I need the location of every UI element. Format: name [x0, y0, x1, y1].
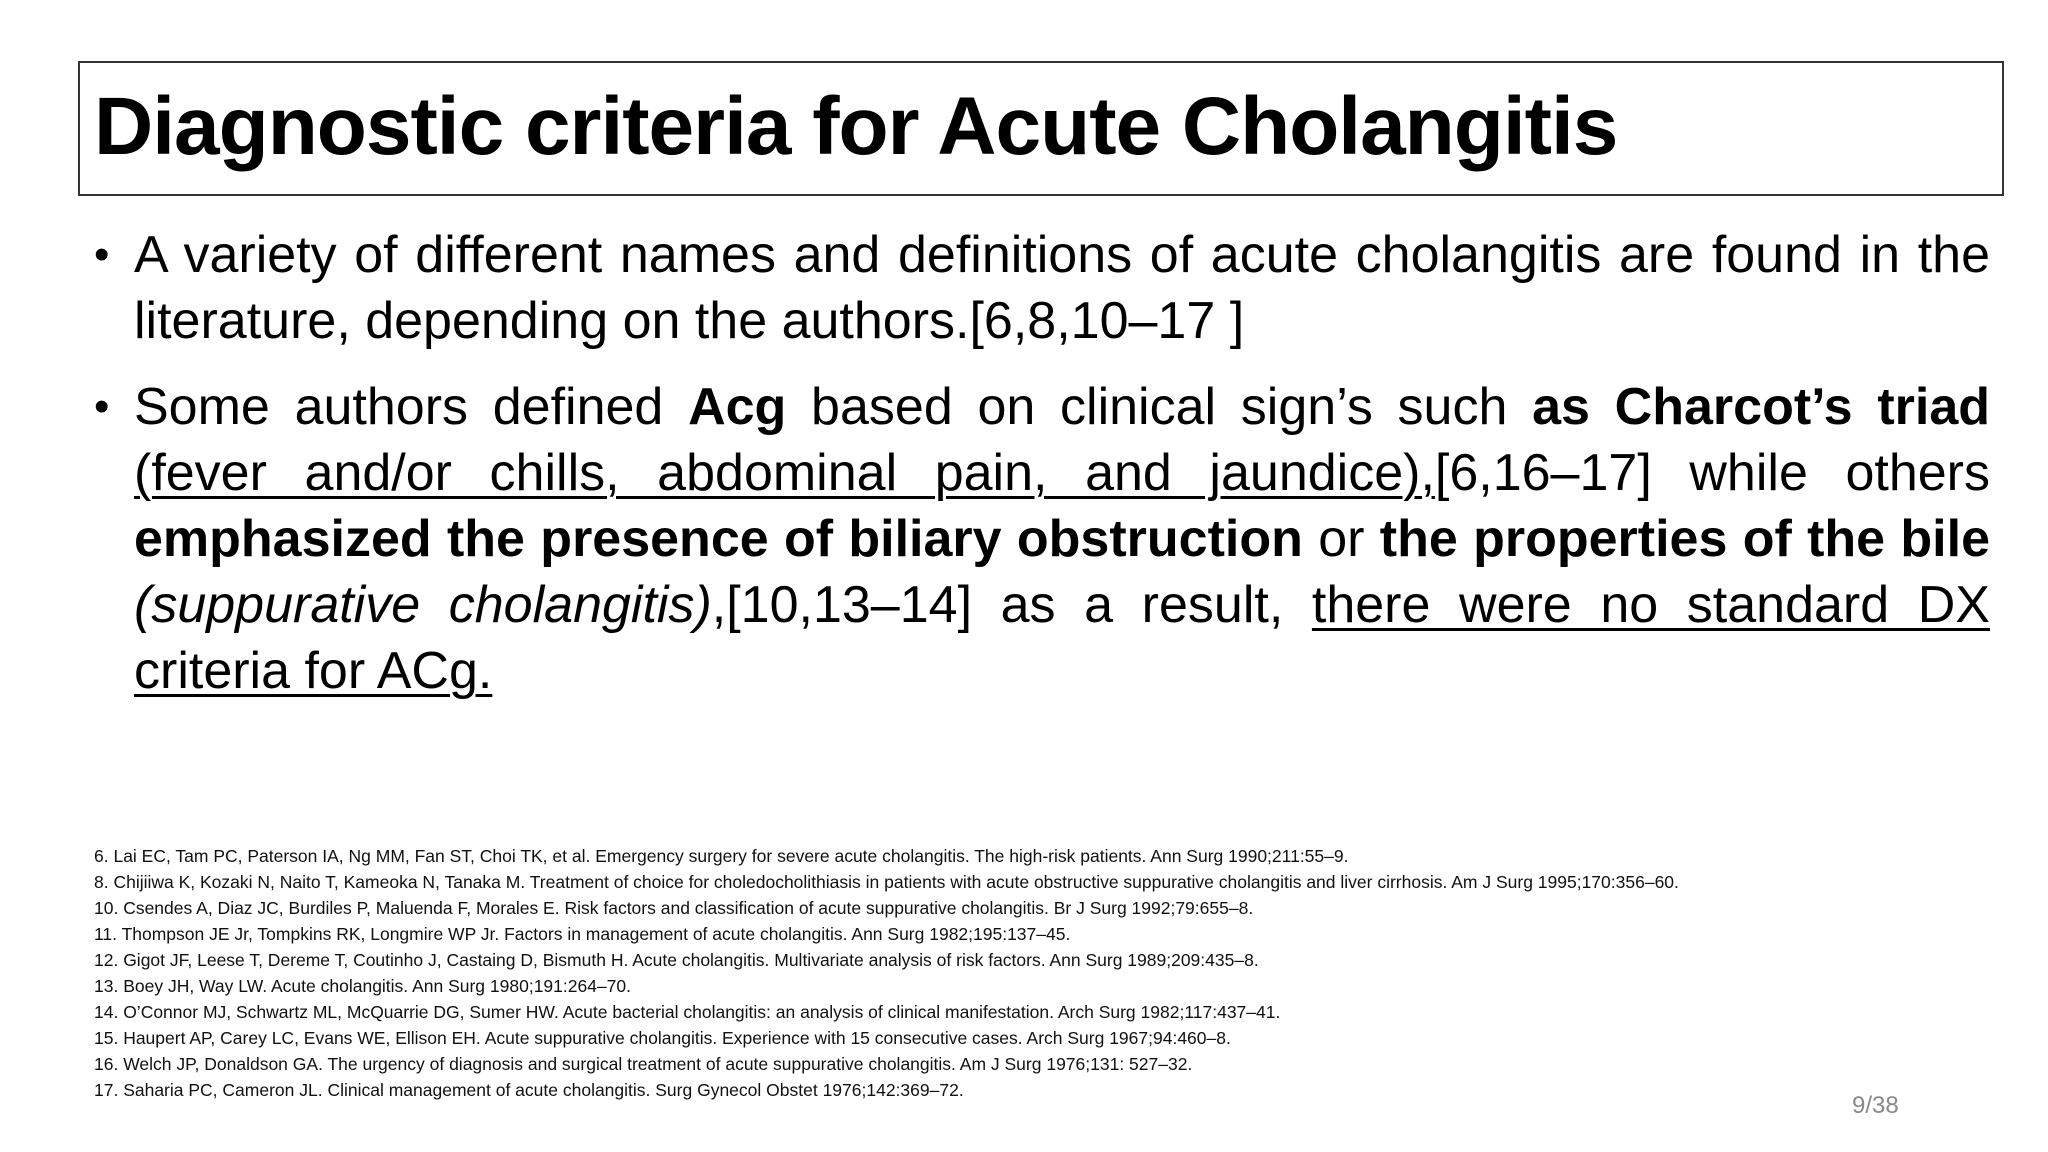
bullet-2-charcot: as Charcot’s triad [1532, 378, 1990, 436]
bullet-2-biliary-obstruction: emphasized the presence of biliary obstruction [134, 510, 1303, 568]
bullet-2-no-standard: there were no standard DX criteria for ACg. [134, 576, 1990, 700]
reference-item: 11. Thompson JE Jr, Tompkins RK, Longmire WP Jr. Factors in management of acute cholangitis. Ann Surg 1982;195:137–45. [94, 924, 1071, 944]
reference-item: 6. Lai EC, Tam PC, Paterson IA, Ng MM, Fan ST, Choi TK, et al. Emergency surgery for severe acute cholangitis. The high-risk patients. Ann Surg 1990;211:55–9. [94, 846, 1349, 866]
bullet-2-text-3: based on clinical sign’s such [786, 378, 1533, 436]
bullet-1-text: A variety of different names and definitions of acute cholangitis are found in the literature, depending on the authors.[6,8,10–17 ] [134, 226, 1990, 350]
bullet-2-suppurative: (suppurative cholangitis) [134, 576, 712, 634]
reference-item: 10. Csendes A, Diaz JC, Burdiles P, Maluenda F, Morales E. Risk factors and classification of acute suppurative cholangitis. Br J Surg 1992;79:655–8. [94, 898, 1254, 918]
page-number: 9/38 [1852, 1092, 1899, 1119]
slide-title: Diagnostic criteria for Acute Cholangitis [94, 81, 1618, 172]
reference-item: 16. Welch JP, Donaldson GA. The urgency of diagnosis and surgical treatment of acute suppurative cholangitis. Am J Surg 1976;131: 527–32. [94, 1054, 1193, 1074]
bullet-item-1 [94, 222, 1990, 354]
bullet-2-text-9: or [1302, 510, 1380, 568]
references-list [94, 843, 1794, 1103]
bullet-2-acg: Acg [688, 378, 787, 436]
bullet-dot-icon: • [94, 230, 110, 279]
reference-item: 12. Gigot JF, Leese T, Dereme T, Coutinho J, Castaing D, Bismuth H. Acute cholangitis. Multivariate analysis of risk factors. Ann Surg 1989;209:435–8. [94, 950, 1259, 970]
bullet-2-triad-symptoms: (fever and/or chills, abdominal pain, and jaundice), [134, 444, 1435, 502]
bullet-dot-icon: • [94, 382, 110, 431]
bullet-2-text-7: [6,16–17] while others [1434, 444, 1990, 502]
reference-item: 13. Boey JH, Way LW. Acute cholangitis. Ann Surg 1980;191:264–70. [94, 976, 632, 996]
reference-item: 17. Saharia PC, Cameron JL. Clinical management of acute cholangitis. Surg Gynecol Obstet 1976;142:369–72. [94, 1080, 964, 1100]
bullet-2-text-13: ,[10,13–14] as a result, [711, 576, 1312, 634]
bullet-item-2 [94, 374, 1990, 704]
bullet-list [94, 222, 1990, 724]
reference-item: 15. Haupert AP, Carey LC, Evans WE, Ellison EH. Acute suppurative cholangitis. Experience with 15 consecutive cases. Arch Surg 1967;94:460–8. [94, 1028, 1231, 1048]
bullet-2-bile-properties: the properties of the bile [1379, 510, 1990, 568]
bullet-2-text-1: Some authors defined [134, 378, 689, 436]
reference-item: 14. O’Connor MJ, Schwartz ML, McQuarrie DG, Sumer HW. Acute bacterial cholangitis: an analysis of clinical manifestation. Arch Surg 1982;117:437–41. [94, 1002, 1281, 1022]
reference-item: 8. Chijiiwa K, Kozaki N, Naito T, Kameoka N, Tanaka M. Treatment of choice for choledocholithiasis in patients with acute obstructive suppurative cholangitis and liver cirrhosis. Am J Surg 1995;170:356–60. [94, 872, 1679, 892]
